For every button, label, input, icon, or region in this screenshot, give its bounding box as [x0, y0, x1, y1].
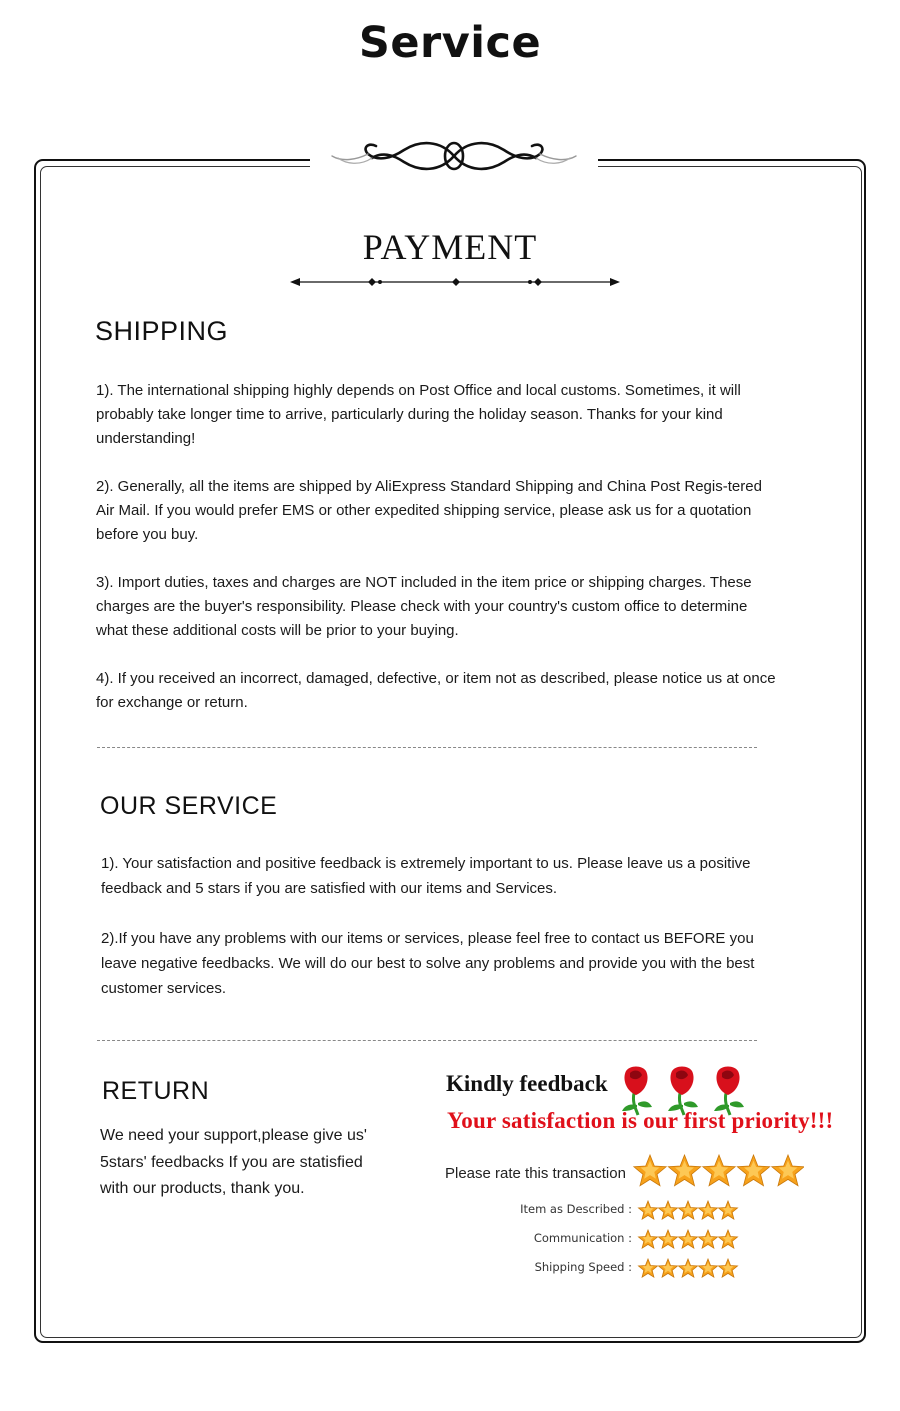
star-icon[interactable] [638, 1230, 657, 1248]
service-paragraph-1: 1). Your satisfaction and positive feedback is extremely important to us. Please leave us a positive feedback and 5 stars if you are satisfied with our items and Services. [101, 855, 751, 897]
star-icon[interactable] [658, 1259, 677, 1277]
item-as-described-label: Item as Described : [520, 1202, 632, 1216]
dashed-divider [97, 747, 757, 748]
shipping-heading: SHIPPING [95, 316, 229, 346]
star-icon[interactable] [718, 1230, 737, 1248]
communication-label: Communication : [533, 1231, 632, 1245]
star-icon[interactable] [698, 1201, 717, 1219]
shipping-speed-label: Shipping Speed : [534, 1260, 632, 1274]
rate-transaction-label: Please rate this transaction [445, 1165, 626, 1182]
return-heading: RETURN [102, 1077, 210, 1105]
star-icon[interactable] [678, 1230, 697, 1248]
shipping-paragraph-2: 2). Generally, all the items are shipped by AliExpress Standard Shipping and China Post Regis-tered Air Mail. If you would prefer EMS or other expedited shipping service, please ask us for a quotation before you buy. [96, 478, 762, 543]
star-icon[interactable] [737, 1155, 769, 1186]
service-paragraph-2: 2).If you have any problems with our items or services, please feel free to contact us BEFORE you leave negative feedbacks. We will do our best to solve any problems and provide you with the best customer services. [101, 930, 755, 997]
star-icon[interactable] [638, 1259, 657, 1277]
star-icon[interactable] [718, 1259, 737, 1277]
return-text: We need your support,please give us' 5stars' feedbacks If you are statisfied with our products, thank you. [100, 1127, 367, 1197]
page-title: Service [358, 18, 542, 68]
shipping-paragraph-1: 1). The international shipping highly depends on Post Office and local customs. Sometimes, it will probably take longer time to arrive, particularly during the holiday season. Thanks for your kind understanding! [96, 382, 741, 447]
shipping-paragraph-3: 3). Import duties, taxes and charges are NOT included in the item price or shipping charges. These charges are the buyer's responsibility. Please check with your country's custom office to determine what these additional costs will be prior to your buying. [96, 574, 752, 639]
communication-stars[interactable] [637, 1229, 741, 1251]
star-icon[interactable] [698, 1259, 717, 1277]
shipping-paragraph-4: 4). If you received an incorrect, damaged, defective, or item not as described, please notice us at once for exchange or return. [96, 670, 776, 711]
star-icon[interactable] [658, 1201, 677, 1219]
shipping-speed-stars[interactable] [637, 1258, 741, 1280]
star-icon[interactable] [703, 1155, 735, 1186]
item-as-described-stars[interactable] [637, 1200, 741, 1222]
star-icon[interactable] [772, 1155, 804, 1186]
star-icon[interactable] [718, 1201, 737, 1219]
star-icon[interactable] [634, 1155, 666, 1186]
dashed-divider [97, 1040, 757, 1041]
our-service-heading: OUR SERVICE [100, 792, 278, 820]
arrow-divider-icon [290, 274, 620, 290]
star-icon[interactable] [668, 1155, 700, 1186]
payment-title: PAYMENT [362, 227, 538, 267]
star-icon[interactable] [678, 1201, 697, 1219]
star-icon[interactable] [638, 1201, 657, 1219]
overall-rating-stars[interactable] [632, 1154, 804, 1190]
kindly-feedback-label: Kindly feedback [446, 1071, 608, 1096]
star-icon[interactable] [678, 1259, 697, 1277]
priority-slogan: Your satisfaction is our first priority!!! [447, 1108, 834, 1133]
star-icon[interactable] [658, 1230, 677, 1248]
star-icon[interactable] [698, 1230, 717, 1248]
flourish-ornament-icon [328, 136, 580, 176]
